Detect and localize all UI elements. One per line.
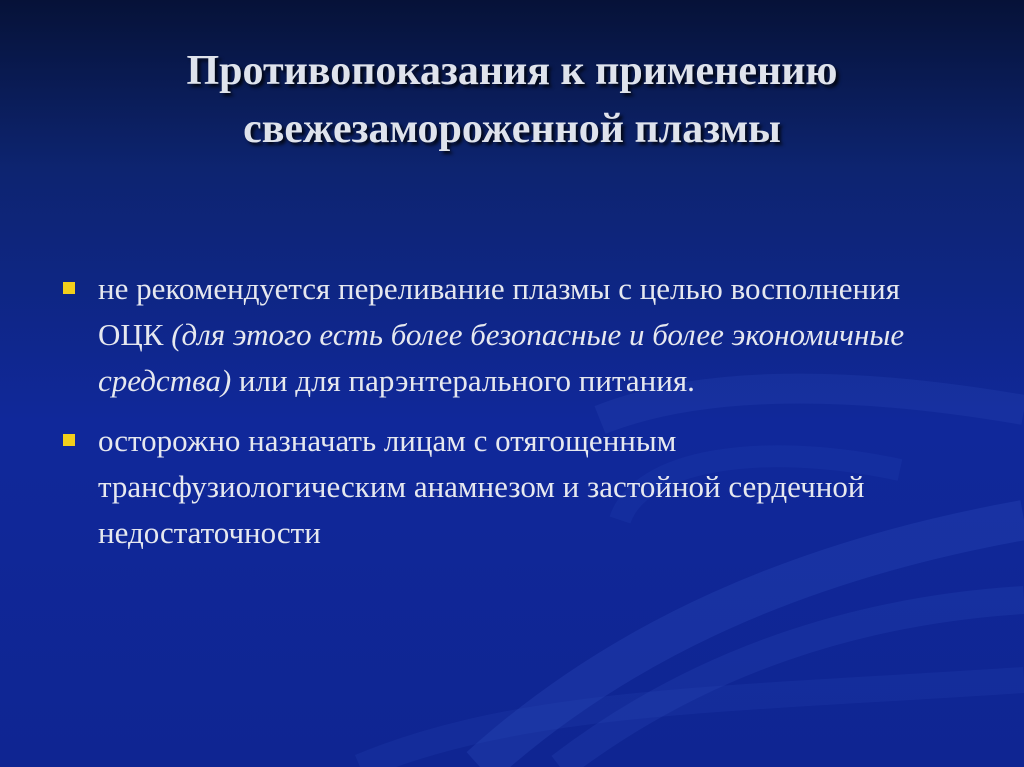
bullet-item-2 <box>60 418 960 556</box>
swirl-2 <box>560 600 1024 767</box>
bullet-item-1 <box>60 266 960 404</box>
bullet-1-text-italic: (для этого есть более безопасные и более экономичные средства) <box>98 317 905 398</box>
square-bullet-icon <box>63 282 75 294</box>
slide-title <box>0 42 1024 158</box>
title-line-2: свежезамороженной плазмы <box>243 106 781 152</box>
swirl-5 <box>360 680 1024 767</box>
bullet-2-text: осторожно назначать лицам с отягощенным трансфузиологическим анамнезом и застойной сердечной недостаточности <box>98 423 865 550</box>
bullet-list <box>60 266 960 570</box>
square-bullet-icon <box>63 434 75 446</box>
title-line-1: Противопоказания к применению <box>186 48 838 94</box>
bullet-1-text-start: не рекомендуется переливание плазмы с целью восполнения ОЦК <box>98 271 900 352</box>
bullet-1-text-end: или для парэнтерального питания. <box>231 363 695 398</box>
